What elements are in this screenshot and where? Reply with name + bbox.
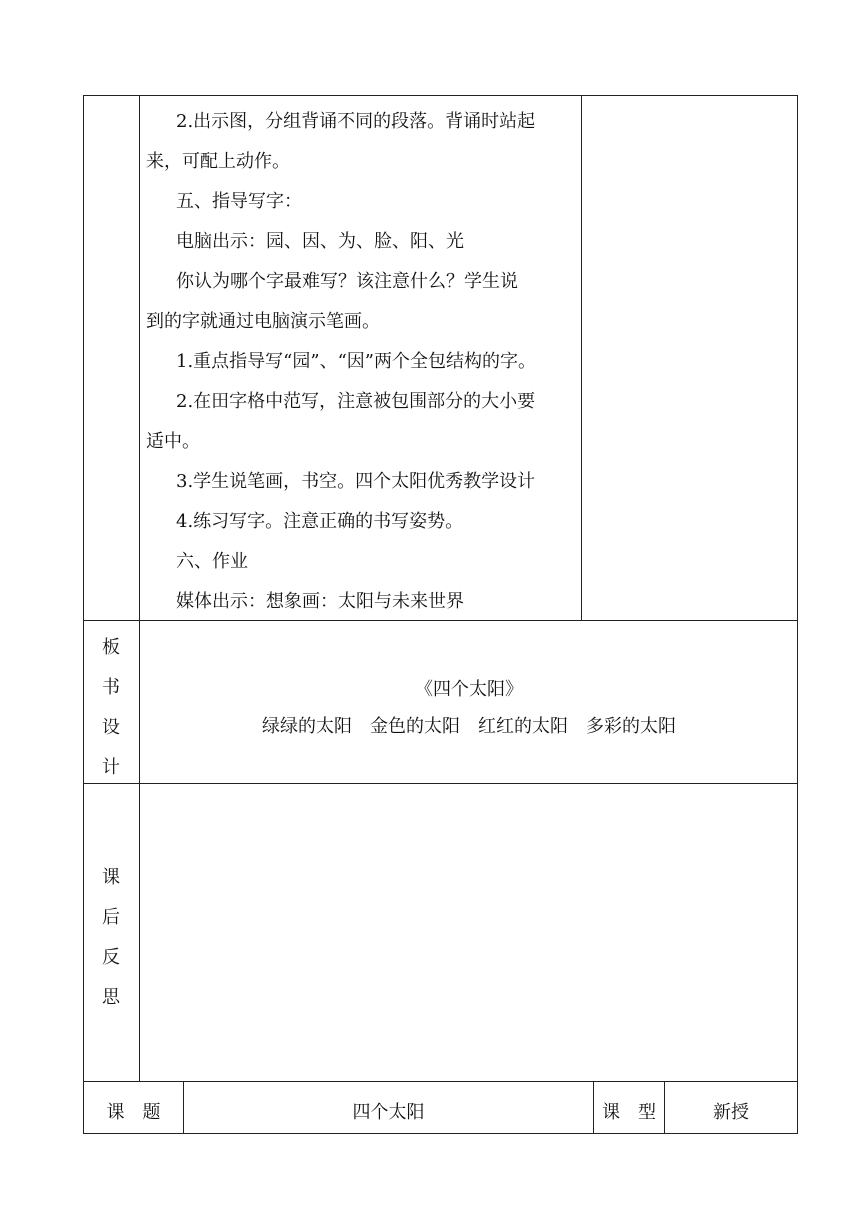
- process-line: 3.学生说笔画，书空。四个太阳优秀教学设计: [176, 471, 536, 492]
- board-title: 《四个太阳》: [415, 679, 523, 700]
- row-divider-footer: [83, 1081, 798, 1082]
- topic-label: 课 题: [106, 1102, 161, 1123]
- process-line: 来，可配上动作。: [146, 151, 290, 172]
- table-border-left: [83, 95, 84, 1134]
- process-line: 你认为哪个字最难写？该注意什么？学生说: [176, 271, 518, 292]
- notes-column-divider: [581, 95, 582, 621]
- table-border-bottom: [83, 1133, 798, 1134]
- process-line: 媒体出示：想象画：太阳与未来世界: [176, 591, 464, 612]
- process-line: 2.出示图，分组背诵不同的段落。背诵时站起: [176, 111, 536, 132]
- row-divider-board: [83, 620, 798, 621]
- table-border-right: [797, 95, 798, 1134]
- process-line: 六、作业: [176, 551, 248, 572]
- process-line: 适中。: [146, 431, 200, 452]
- process-line: 2.在田字格中范写，注意被包围部分的大小要: [176, 391, 536, 412]
- table-border-top: [83, 95, 798, 96]
- process-line: 到的字就通过电脑演示笔画。: [146, 311, 380, 332]
- board-label-char: 设: [102, 717, 120, 738]
- process-line: 电脑出示：园、因、为、脸、阳、光: [176, 231, 464, 252]
- reflection-content: [140, 784, 797, 1081]
- board-content: 绿绿的太阳 金色的太阳 红红的太阳 多彩的太阳: [262, 716, 676, 737]
- process-line: 五、指导写字：: [176, 191, 302, 212]
- process-line: 1.重点指导写“园”、“因”两个全包结构的字。: [176, 351, 536, 372]
- board-label-char: 书: [102, 677, 120, 698]
- topic-value: 四个太阳: [352, 1102, 425, 1123]
- board-label-char: 板: [102, 637, 120, 658]
- reflection-label-char: 课: [102, 867, 120, 888]
- lesson-type-value: 新授: [713, 1102, 749, 1123]
- board-label-char: 计: [102, 757, 120, 778]
- reflection-label-char: 反: [102, 947, 120, 968]
- reflection-label-char: 思: [102, 987, 120, 1008]
- lesson-type-label: 课 型: [602, 1102, 656, 1123]
- process-line: 4.练习写字。注意正确的书写姿势。: [176, 511, 464, 532]
- reflection-label-char: 后: [102, 907, 120, 928]
